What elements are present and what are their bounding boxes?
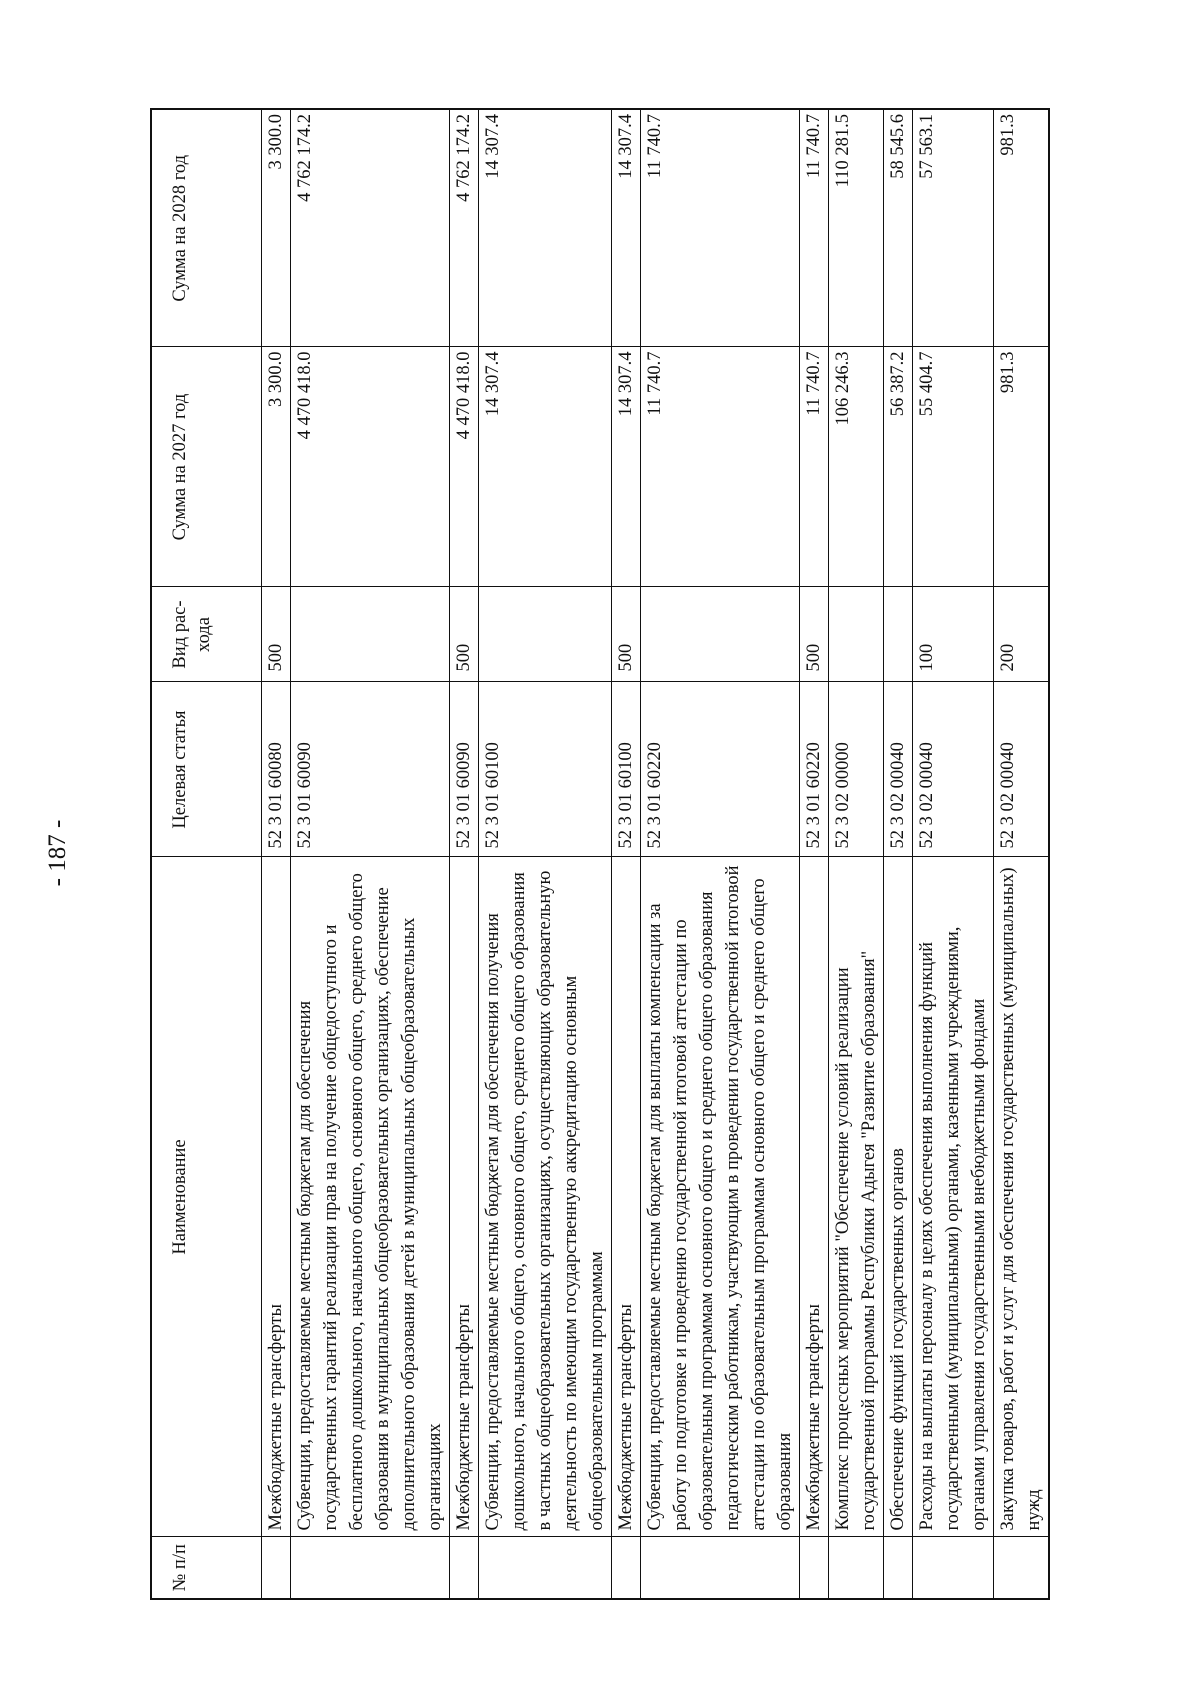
row-target-article: 52 3 02 00000 [829,682,884,857]
row-num [262,1537,291,1599]
row-target-article: 52 3 01 60100 [479,682,612,857]
row-expense-type [479,587,612,682]
row-name: Межбюджетные трансферты [450,857,479,1537]
row-name: Межбюджетные трансферты [612,857,641,1537]
row-sum-2028: 14 307.4 [479,109,612,347]
row-num [800,1537,829,1599]
row-sum-2028: 110 281.5 [829,109,884,347]
row-expense-type: 100 [913,587,994,682]
table-row [800,109,829,1599]
table-row [291,109,450,1599]
table-header-row [151,109,262,1599]
row-target-article: 52 3 02 00040 [884,682,913,857]
row-target-article: 52 3 01 60090 [450,682,479,857]
row-target-article: 52 3 02 00040 [913,682,994,857]
row-sum-2028: 57 563.1 [913,109,994,347]
row-sum-2027: 56 387.2 [884,347,913,587]
row-sum-2027: 4 470 418.0 [450,347,479,587]
row-sum-2027: 3 300.0 [262,347,291,587]
row-name: Комплекс процессных мероприятий "Обеспечение условий реализации государственной программы Республики Адыгея "Развитие образования" [829,857,884,1537]
table-row [262,109,291,1599]
row-expense-type: 200 [994,587,1050,682]
row-sum-2028: 981.3 [994,109,1050,347]
row-name: Субвенции, предоставляемые местным бюджетам для выплаты компенсации за работу по подготовке и проведению государственной итоговой аттестации по образовательным программам основного общего и среднего общего образования педагогическим работникам, участвующим в проведении государственной итоговой аттестации по образовательным программам основного общего и среднего общего образования [641,857,800,1537]
row-sum-2027: 55 404.7 [913,347,994,587]
header-num: № п/п [151,1537,262,1599]
row-expense-type [884,587,913,682]
row-sum-2028: 3 300.0 [262,109,291,347]
table-row [994,109,1050,1599]
table-row [479,109,612,1599]
row-target-article: 52 3 01 60080 [262,682,291,857]
table-row [913,109,994,1599]
row-num [641,1537,800,1599]
row-name: Межбюджетные трансферты [800,857,829,1537]
row-sum-2027: 106 246.3 [829,347,884,587]
row-sum-2027: 4 470 418.0 [291,347,450,587]
row-target-article: 52 3 02 00040 [994,682,1050,857]
row-sum-2028: 4 762 174.2 [291,109,450,347]
header-sum-2027: Сумма на 2027 год [151,347,262,587]
row-sum-2028: 14 307.4 [612,109,641,347]
row-sum-2028: 58 545.6 [884,109,913,347]
row-num [829,1537,884,1599]
table-row [829,109,884,1599]
rotated-page-content [150,110,1180,1600]
row-num [450,1537,479,1599]
row-sum-2027: 14 307.4 [612,347,641,587]
page-number: - 187 - [44,819,71,887]
row-target-article: 52 3 01 60100 [612,682,641,857]
row-name: Межбюджетные трансферты [262,857,291,1537]
row-sum-2027: 11 740.7 [641,347,800,587]
row-num [612,1537,641,1599]
budget-table [150,108,1050,1600]
row-expense-type: 500 [262,587,291,682]
header-target-article: Целевая статья [151,682,262,857]
row-expense-type: 500 [450,587,479,682]
header-name: Наименование [151,857,262,1537]
table-row [450,109,479,1599]
row-name: Обеспечение функций государственных органов [884,857,913,1537]
row-num [913,1537,994,1599]
row-expense-type: 500 [800,587,829,682]
row-sum-2027: 981.3 [994,347,1050,587]
table-row [884,109,913,1599]
row-sum-2028: 4 762 174.2 [450,109,479,347]
row-sum-2028: 11 740.7 [641,109,800,347]
row-num [884,1537,913,1599]
row-sum-2028: 11 740.7 [800,109,829,347]
row-num [291,1537,450,1599]
row-target-article: 52 3 01 60090 [291,682,450,857]
row-expense-type [641,587,800,682]
row-expense-type [291,587,450,682]
row-sum-2027: 14 307.4 [479,347,612,587]
row-num [479,1537,612,1599]
header-expense-type: Вид рас-хода [151,587,262,682]
table-row [612,109,641,1599]
row-target-article: 52 3 01 60220 [800,682,829,857]
row-name: Субвенции, предоставляемые местным бюджетам для обеспечения государственных гарантий реализации прав на получение общедоступного и бесплатного дошкольного, начального общего, основного общего, среднего общего образования в муниципальных общеобразовательных организациях, обеспечение дополнительного образования детей в муниципальных общеобразовательных организациях [291,857,450,1537]
row-name: Закупка товаров, работ и услуг для обеспечения государственных (муниципальных) нужд [994,857,1050,1537]
header-sum-2028: Сумма на 2028 год [151,109,262,347]
row-expense-type [829,587,884,682]
row-name: Субвенции, предоставляемые местным бюджетам для обеспечения получения дошкольного, начального общего, основного общего, среднего общего образования в частных общеобразовательных организациях, осуществляющих образовательную деятельность по имеющим государственную аккредитацию основным общеобразовательным программам [479,857,612,1537]
row-target-article: 52 3 01 60220 [641,682,800,857]
row-expense-type: 500 [612,587,641,682]
row-num [994,1537,1050,1599]
row-sum-2027: 11 740.7 [800,347,829,587]
table-row [641,109,800,1599]
row-name: Расходы на выплаты персоналу в целях обеспечения выполнения функций государственными (муниципальными) органами, казенными учреждениями, органами управления государственными внебюджетными фондами [913,857,994,1537]
